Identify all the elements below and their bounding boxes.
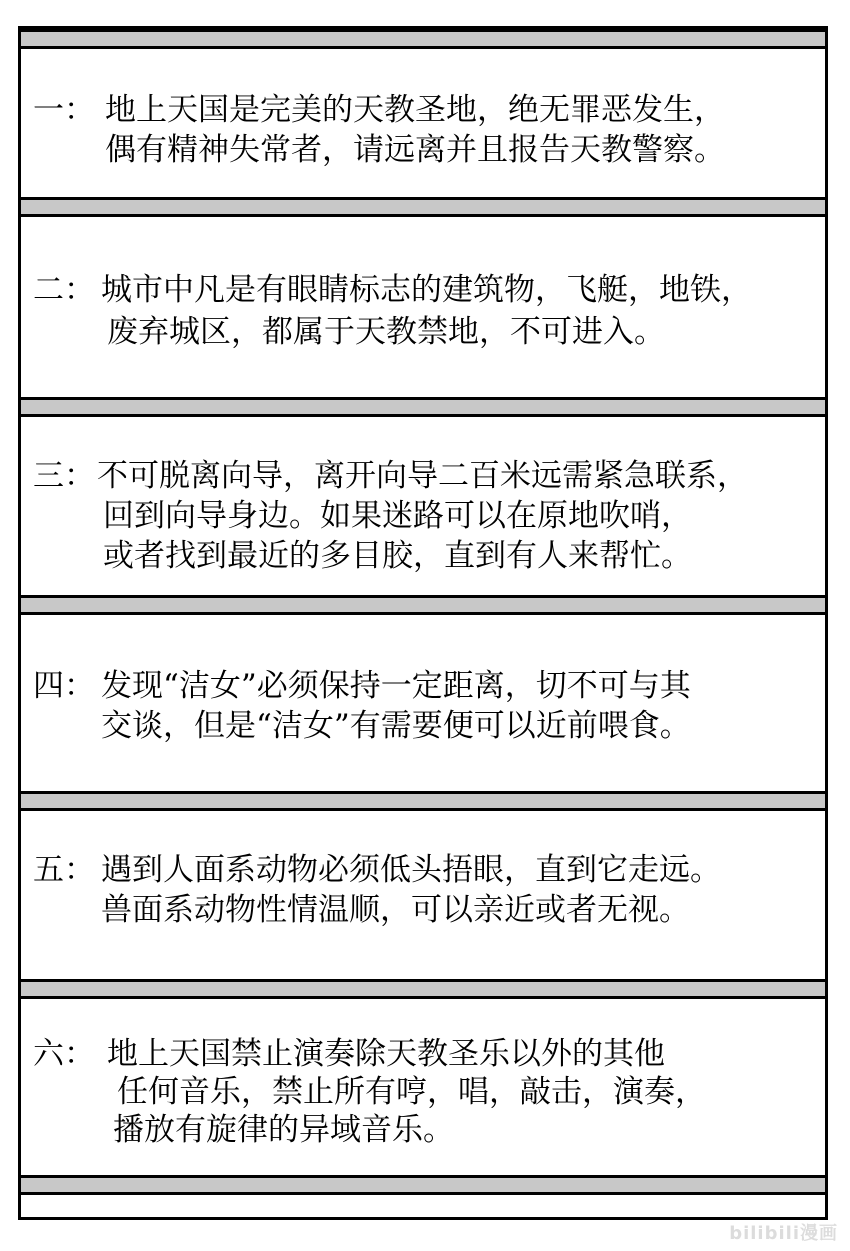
- rule-text-line: 播放有旋律的异域音乐。: [113, 1112, 454, 1148]
- rule-text-line: 回到向导身边。如果迷路可以在原地吹哨，: [103, 498, 692, 534]
- rule-text-line: 不可脱离向导，离开向导二百米远需紧急联系，: [97, 458, 748, 494]
- rule-text-line: 任何音乐，禁止所有哼，唱，敲击，演奏，: [117, 1074, 706, 1110]
- divider-bar: [21, 595, 825, 615]
- rule-number: 五：: [33, 852, 95, 888]
- rule-text-line: 交谈，但是“洁女”有需要便可以近前喂食。: [101, 708, 691, 744]
- divider-bar: [21, 791, 825, 811]
- rule-text-line: 遇到人面系动物必须低头捂眼，直到它走远。: [101, 852, 721, 888]
- rule-text-line: 地上天国禁止演奏除天教圣乐以外的其他: [107, 1036, 665, 1072]
- rule-number: 六：: [33, 1036, 95, 1072]
- rules-frame: [18, 26, 828, 1220]
- rule-text-line: 地上天国是完美的天教圣地，绝无罪恶发生，: [105, 92, 725, 128]
- rule-text-line: 城市中凡是有眼睛标志的建筑物，飞艇，地铁，: [101, 272, 752, 308]
- watermark-logo: bilibili漫画: [729, 1223, 838, 1244]
- rule-text-line: 偶有精神失常者，请远离并且报告天教警察。: [105, 132, 725, 168]
- rule-number: 四：: [33, 668, 95, 704]
- rule-number: 一：: [33, 92, 95, 128]
- rule-number: 二：: [33, 272, 95, 308]
- divider-bar: [21, 29, 825, 49]
- divider-bar: [21, 1175, 825, 1195]
- rule-number: 三：: [33, 458, 95, 494]
- divider-bar: [21, 397, 825, 417]
- rule-text-line: 发现“洁女”必须保持一定距离，切不可与其: [101, 668, 691, 704]
- divider-bar: [21, 979, 825, 999]
- rule-text-line: 废弃城区，都属于天教禁地，不可进入。: [107, 314, 665, 350]
- rule-text-line: 兽面系动物性情温顺，可以亲近或者无视。: [101, 892, 690, 928]
- rule-text-line: 或者找到最近的多目胶，直到有人来帮忙。: [103, 538, 692, 574]
- divider-bar: [21, 197, 825, 217]
